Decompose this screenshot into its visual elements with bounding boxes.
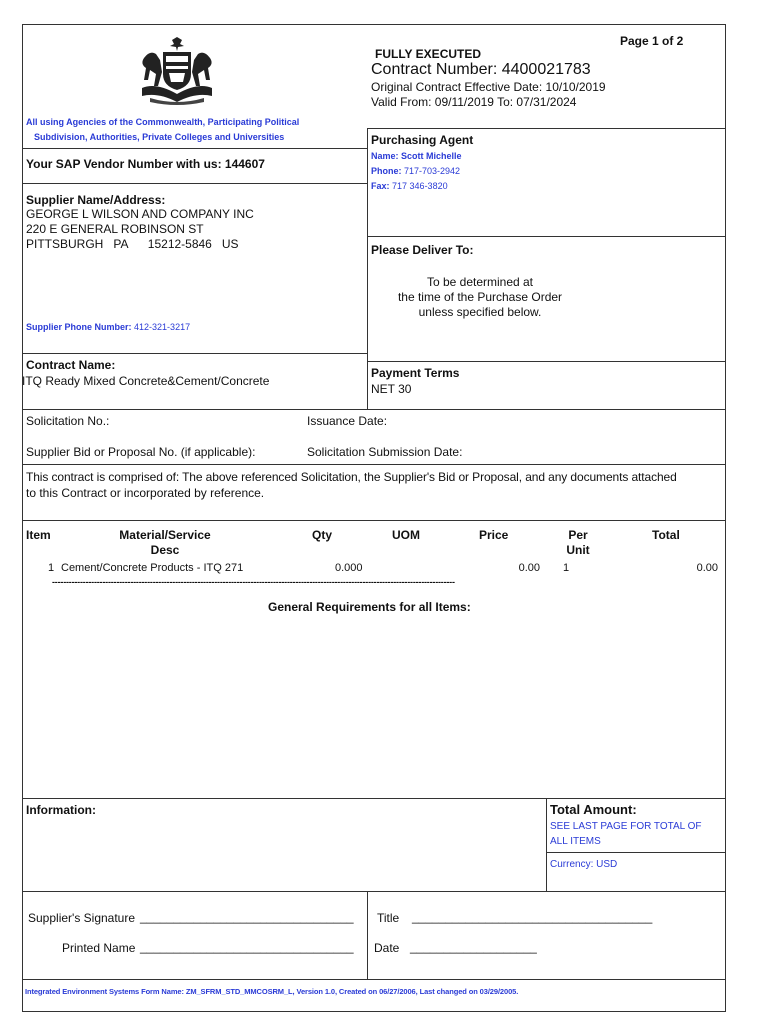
contract-name-value: ITQ Ready Mixed Concrete&Cement/Concrete (22, 374, 270, 388)
solicitation-number-label: Solicitation No.: (26, 414, 110, 428)
supplier-signature-label: Supplier's Signature (28, 911, 136, 925)
comprised-line1: This contract is comprised of: The above referenced Solicitation, the Supplier's Bid or Proposal, and any documents attached (26, 470, 677, 484)
row-per-unit: 1 (563, 562, 570, 574)
supplier-signature-line[interactable]: ________________________________ (140, 910, 354, 924)
comprised-line2: to this Contract or incorporated by reference. (26, 486, 265, 500)
col-item: Item (26, 528, 51, 542)
agent-name-label: Name: (371, 151, 399, 161)
deliver-line1: To be determined at (426, 275, 534, 289)
agencies-note-line1: All using Agencies of the Commonwealth, Participating Political (26, 117, 300, 127)
contract-number-line (371, 61, 591, 79)
currency: Currency: USD (550, 859, 618, 870)
supplier-phone-label: Supplier Phone Number: (26, 322, 132, 332)
payment-terms-label: Payment Terms (371, 366, 460, 380)
total-note-line1: SEE LAST PAGE FOR TOTAL OF (550, 821, 702, 832)
agent-fax-value: 717 346-3820 (392, 181, 448, 191)
original-effective-date: Original Contract Effective Date: 10/10/2019 (371, 80, 606, 94)
col-total: Total (652, 528, 680, 542)
col-material-1: Material/Service (119, 528, 211, 542)
total-amount-label: Total Amount: (550, 802, 637, 817)
valid-range: Valid From: 09/11/2019 To: 07/31/2024 (371, 95, 577, 109)
agent-phone-value: 717-703-2942 (404, 166, 461, 176)
purchasing-agent-title: Purchasing Agent (371, 133, 474, 147)
col-material-2: Desc (150, 543, 180, 557)
footer-form-name: Integrated Environment Systems Form Name: ZM_SFRM_STD_MMCOSRM_L, Version 1.0, Created on 06/27/2006, Last changed on 03/29/2005. (25, 987, 519, 996)
row-qty: 0.000 (335, 562, 363, 574)
agent-fax (371, 181, 448, 191)
date-line[interactable]: ___________________ (410, 940, 537, 954)
deliver-to-title: Please Deliver To: (371, 243, 474, 257)
supplier-label: Supplier Name/Address: (26, 193, 166, 207)
contract-number: 4400021783 (501, 61, 591, 78)
printed-name-label: Printed Name (62, 941, 136, 955)
agent-name (371, 151, 462, 161)
contract-name-label: Contract Name: (26, 358, 116, 372)
agent-phone-label: Phone: (371, 166, 402, 176)
agencies-note-line2: Subdivision, Authorities, Private Colleges and Universities (34, 132, 285, 142)
supplier-name: GEORGE L WILSON AND COMPANY INC (26, 207, 254, 221)
general-requirements: General Requirements for all Items: (268, 600, 471, 614)
title-label: Title (377, 911, 400, 925)
sap-vendor-number: Your SAP Vendor Number with us: 144607 (26, 157, 265, 171)
row-price: 0.00 (518, 562, 540, 574)
supplier-phone (26, 322, 190, 332)
information-label: Information: (26, 803, 96, 817)
title-line[interactable]: ____________________________________ (412, 910, 653, 924)
total-note-line2: ALL ITEMS (550, 836, 601, 847)
supplier-street: 220 E GENERAL ROBINSON ST (26, 222, 204, 236)
supplier-phone-value: 412-321-3217 (134, 322, 191, 332)
row-total: 0.00 (696, 562, 718, 574)
col-price: Price (479, 528, 509, 542)
status-label: FULLY EXECUTED (375, 47, 482, 61)
page-indicator: Page 1 of 2 (620, 34, 684, 48)
payment-terms-value: NET 30 (371, 382, 412, 396)
issuance-date-label: Issuance Date: (307, 414, 388, 428)
agent-fax-label: Fax: (371, 181, 390, 191)
row-item: 1 (48, 562, 55, 574)
bid-proposal-label: Supplier Bid or Proposal No. (if applicable): (26, 445, 256, 459)
row-desc: Cement/Concrete Products - ITQ 271 (61, 562, 244, 574)
contract-number-label: Contract Number: (371, 61, 498, 78)
commonwealth-seal (136, 36, 218, 106)
printed-name-line[interactable]: ________________________________ (140, 940, 354, 954)
deliver-line2: the time of the Purchase Order (397, 290, 563, 304)
date-label: Date (374, 941, 400, 955)
agent-name-value: Scott Michelle (401, 151, 462, 161)
agent-phone (371, 166, 460, 176)
submission-date-label: Solicitation Submission Date: (307, 445, 463, 459)
col-uom: UOM (392, 528, 420, 542)
deliver-line3: unless specified below. (418, 305, 542, 319)
supplier-city: PITTSBURGH PA 15212-5846 US (26, 237, 239, 251)
item-separator: ------------------------------------------------------------------------------------------------------------------------------------------------ (52, 577, 455, 587)
col-per-2: Unit (566, 543, 590, 557)
col-per-1: Per (568, 528, 588, 542)
col-qty: Qty (312, 528, 333, 542)
